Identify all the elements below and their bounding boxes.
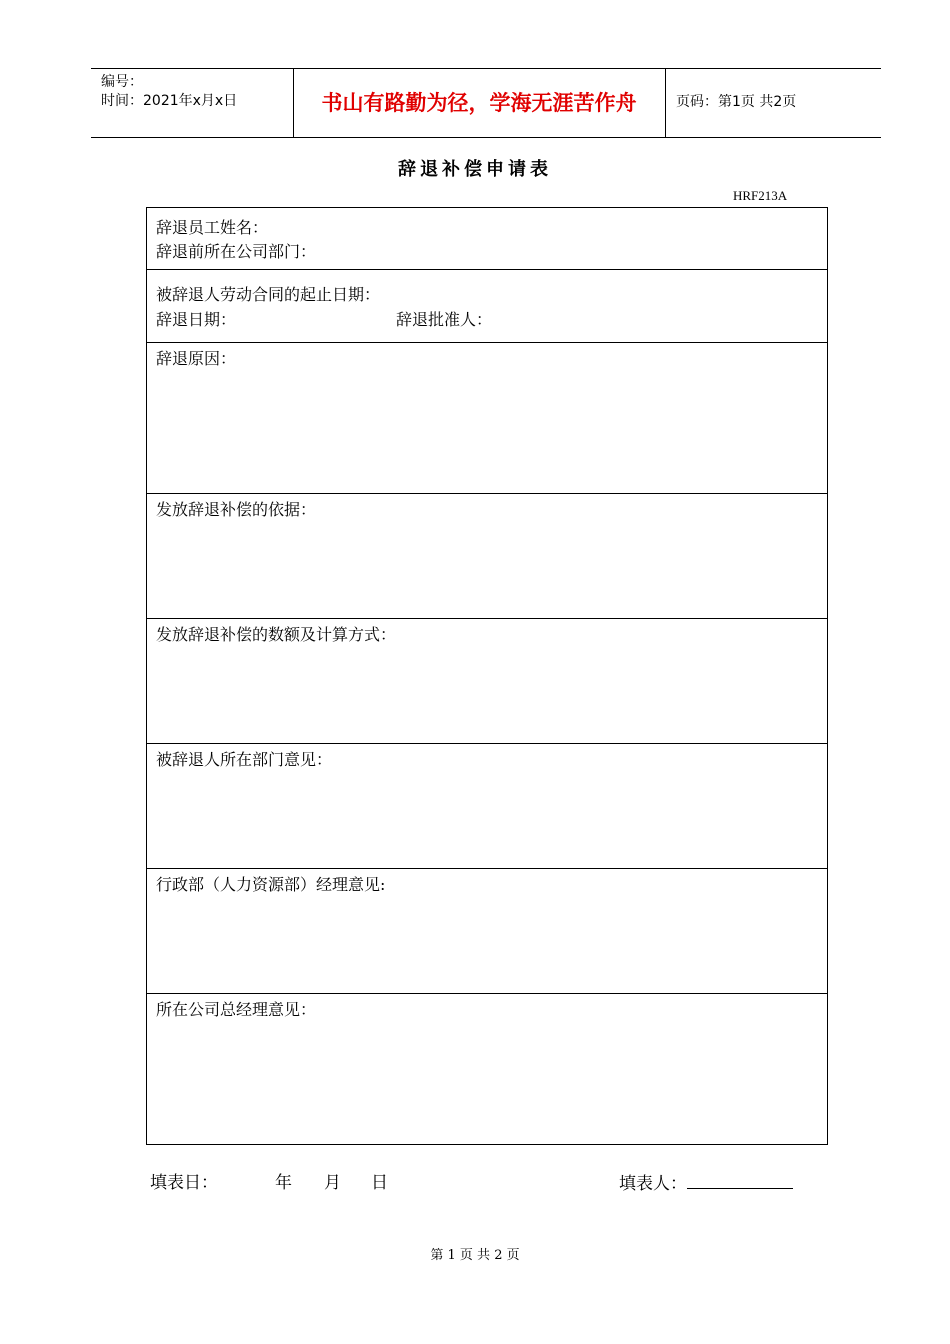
- fill-year-label: 年: [275, 1173, 292, 1193]
- dismissal-date-label: 辞退日期：: [156, 310, 237, 329]
- form-row-contract: [147, 270, 827, 343]
- form-row-reason: [147, 343, 827, 494]
- department-label: 辞退前所在公司部门：: [156, 242, 317, 261]
- reason-label: 辞退原因：: [156, 349, 237, 368]
- form-title: 辞退补偿申请表: [398, 159, 552, 180]
- form-row-basis: [147, 494, 827, 619]
- form-code: HRF213A: [733, 188, 788, 203]
- compensation-amount-label: 发放辞退补偿的数额及计算方式：: [156, 625, 397, 644]
- header-page-info: 页码：第1页 共2页: [676, 94, 797, 110]
- compensation-basis-label: 发放辞退补偿的依据：: [156, 500, 317, 519]
- motto-text: 书山有路勤为径，学海无涯苦作舟: [321, 91, 637, 115]
- form-row-amount: [147, 619, 827, 744]
- employee-name-label: 辞退员工姓名：: [156, 218, 269, 237]
- time-label: 时间：2021年x月x日: [101, 93, 238, 109]
- filler-blank: [687, 1172, 793, 1189]
- dismissal-compensation-form: [146, 207, 828, 1145]
- fill-month-label: 月: [324, 1173, 341, 1193]
- form-row-employee: [147, 208, 827, 270]
- serial-number-label: 编号：: [101, 74, 143, 90]
- filler-label: 填表人：: [619, 1174, 687, 1194]
- form-row-dept-opinion: [147, 744, 827, 869]
- fill-day-label: 日: [371, 1173, 388, 1193]
- header-page-cell: [666, 69, 881, 137]
- fill-date-label: 填表日：: [150, 1173, 218, 1193]
- hr-opinion-label: 行政部（人力资源部）经理意见:: [156, 875, 386, 894]
- header-motto-cell: [293, 69, 666, 137]
- form-row-hr-opinion: [147, 869, 827, 994]
- filler-field: [619, 1172, 793, 1195]
- dept-opinion-label: 被辞退人所在部门意见：: [156, 750, 333, 769]
- gm-opinion-label: 所在公司总经理意见：: [156, 1000, 317, 1019]
- approver-label: 辞退批准人：: [396, 310, 493, 329]
- header-meta-cell: [91, 69, 294, 137]
- form-row-gm-opinion: [147, 994, 827, 1143]
- contract-period-label: 被辞退人劳动合同的起止日期：: [156, 285, 381, 304]
- document-header: [91, 68, 881, 138]
- page-number-footer: 第 1 页 共 2 页: [430, 1248, 520, 1263]
